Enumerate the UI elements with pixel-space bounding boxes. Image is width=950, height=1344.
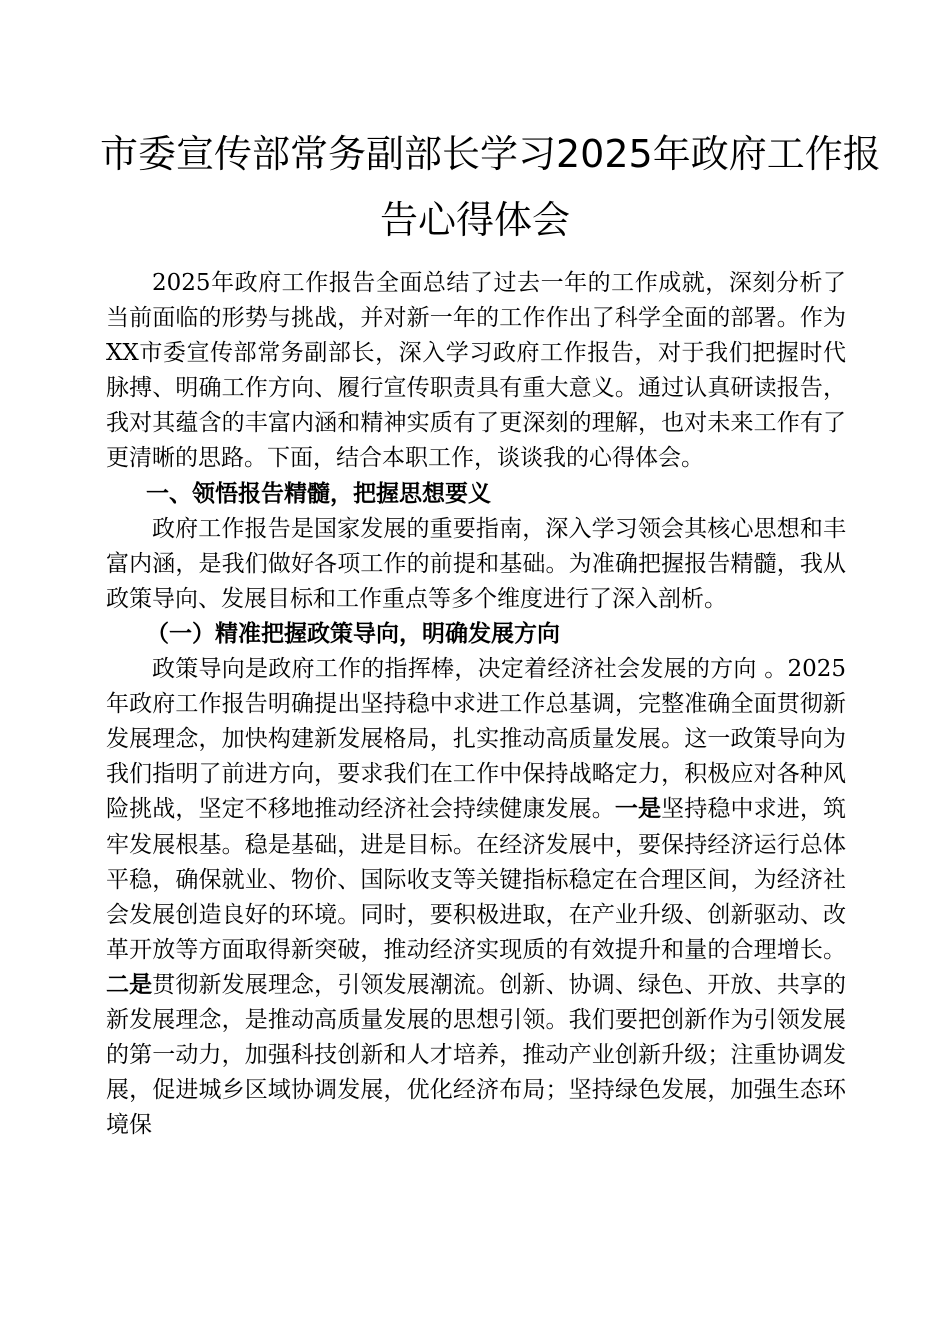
point-1-label: 一是 [614,796,662,823]
point-2-label: 二是 [106,971,153,998]
subsection-1-text-b: 坚持稳中求进，筑牢发展根基。稳是基础，进是目标。在经济发展中，要保持经济运行总体平稳，确保就业、物价、国际收支等关键指标稳定在合理区间，为经济社会发展创造良好的环境。同时，要积极进取，在产业升级、创新驱动、改革开放等方面取得新突破，推动经济实现质的有效提升和量的合理增长。 [106,796,847,963]
document-title-line-2: 告心得体会 [379,198,570,242]
subsection-1-paragraph [106,652,846,1143]
document-title-line-1: 市委宣传部常务副部长学习2025年政府工作报 [100,132,881,176]
subsection-1-text-a: 政策导向是政府工作的指挥棒，决定着经济社会发展的方向 。2025年政府工作报告明确提出坚持稳中求进工作总基调，完整准确全面贯彻新发展理念，加快构建新发展格局，扎实推动高质量发展。这一政策导向为我们指明了前进方向，要求我们在工作中保持战略定力，积极应对各种风险挑战，坚定不移地推动经济社会持续健康发展。 [106,656,846,823]
intro-paragraph: 2025年政府工作报告全面总结了过去一年的工作成就，深刻分析了当前面临的形势与挑战，并对新一年的工作作出了科学全面的部署。作为XX市委宣传部常务副部长，深入学习政府工作报告，对于我们把握时代脉搏、明确工作方向、履行宣传职责具有重大意义。通过认真研读报告，我对其蕴含的丰富内涵和精神实质有了更深刻的理解，也对未来工作有了更清晰的思路。下面，结合本职工作，谈谈我的心得体会。 [106,270,846,472]
subsection-1-heading: （一）精准把握政策导向，明确发展方向 [146,620,560,647]
section-1-paragraph: 政府工作报告是国家发展的重要指南，深入学习领会其核心思想和丰富内涵，是我们做好各项工作的前提和基础。为准确把握报告精髓，我从政策导向、发展目标和工作重点等多个维度进行了深入剖析。 [106,515,846,612]
subsection-1-text-c: 贯彻新发展理念，引领发展潮流。创新、协调、绿色、开放、共享的新发展理念，是推动高质量发展的思想引领。我们要把创新作为引领发展的第一动力，加强科技创新和人才培养，推动产业创新升级；注重协调发展，促进城乡区域协调发展，优化经济布局；坚持绿色发展，加强生态环境保 [106,971,847,1139]
document-body [106,266,846,1143]
section-1-heading: 一、领悟报告精髓，把握思想要义 [146,480,491,507]
